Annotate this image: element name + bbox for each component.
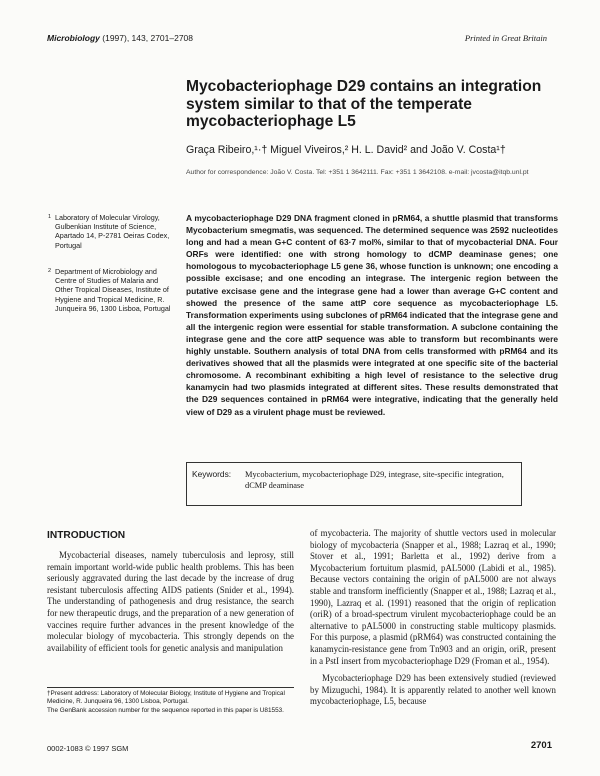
author-list: Graça Ribeiro,¹·† Miguel Viveiros,² H. L. David² and João V. Costa¹† — [186, 144, 506, 156]
footnote-divider — [47, 687, 294, 688]
page-number: 2701 — [530, 740, 552, 751]
article-title: Mycobacteriophage D29 contains an integration system similar to that of the temperate mycobacteriophage L5 — [186, 78, 542, 130]
body-column-left — [47, 550, 294, 654]
affiliation-2 — [48, 267, 175, 313]
journal-name: Microbiology — [47, 33, 100, 43]
running-header-citation — [47, 33, 193, 43]
keywords-box — [186, 462, 522, 506]
citation: (1997), 143, 2701–2708 — [102, 33, 194, 43]
printed-in-note: Printed in Great Britain — [464, 33, 547, 43]
section-heading: INTRODUCTION — [47, 530, 126, 541]
affiliation-mark: 1 — [48, 214, 52, 220]
affiliation-text: Department of Microbiology and Centre of Studies of Malaria and Other Tropical Diseases, Institute of Hygiene and Tropical Medicine, R. Junqueira 96, 1300 Lisboa, Portugal — [55, 267, 171, 313]
footnote-accession: The GenBank accession number for the sequence reported in this paper is U81553. — [47, 707, 284, 715]
correspondence-note: Author for correspondence: João V. Costa. Tel: +351 1 3642111. Fax: +351 1 3642108. e-mail: jvcosta@itqb.unl.pt — [186, 169, 529, 176]
body-paragraph: Mycobacterial diseases, namely tuberculosis and leprosy, still remain important world-wide public health problems. This has been seriously aggravated during the last decade by the increase of drug resistant tuberculosis affecting AIDS patients (Snider et al., 1994). The understanding of pathogenesis and drug resistance, the search for new therapeutic drugs, and the preparation of a new generation of vaccines require further advances in the present knowledge of the molecular biology of mycobacteria. This strongly depends on the availability of efficient tools for genetic analysis and manipulation — [47, 550, 294, 653]
affiliation-text: Laboratory of Molecular Virology, Gulbenkian Institute of Science, Apartado 14, P-2781 Oeiras Codex, Portugal — [55, 213, 170, 250]
footnote-present-address: †Present address: Laboratory of Molecular Biology, Institute of Hygiene and Tropical Medicine, R. Junqueira 96, 1300 Lisboa, Portugal. — [47, 690, 285, 706]
body-paragraph: of mycobacteria. The majority of shuttle vectors used in molecular biology of mycobacteria (Snapper et al., 1988; Lazraq et al., 1990; Stover et al., 1991; Barletta et al., 1992) derive from a Mycobacterium fortuitum plasmid, pAL5000 (Labidi et al., 1985). Because vectors containing the origin of pAL5000 are not always stable and transform inefficiently (Snapper et al., 1988; Lazraq et al., 1990), Lazraq et al. (1991) reasoned that the origin of replication (oriR) of a broad-spectrum virulent mycobacteriophage could be an alternative to pAL5000 in constructing stable multicopy plasmids. For this purpose, a plasmid (pRM64) was constructed containing the kanamycin-resistance gene from Tn903 and an origin, oriR, present in a PstI insert from mycobacteriophage D29 (Froman et al., 1954). — [310, 528, 556, 666]
keywords-text: Mycobacterium, mycobacteriophage D29, integrase, site-specific integration, dCMP deaminase — [245, 470, 504, 490]
abstract: A mycobacteriophage D29 DNA fragment cloned in pRM64, a shuttle plasmid that transforms Mycobacterium smegmatis, was sequenced. The determined sequence was 2592 nucleotides long and had a mean G+C content of 63·7 mol%, similar to that of mycobacterial DNA. Four ORFs were identified: one with strong homology to dCMP deaminase genes; one homologous to mycobacteriophage L5 gene 36, whose function is unknown; one encoding a possible excisase; and one encoding an integrase. The intergenic region between the putative excisase gene and the integrase gene had a lower than average G+C content and showed the presence of the same attP core sequence as mycobacteriophage L5. Transformation experiments using subclones of pRM64 indicated that the integrase gene and all the intergenic region were essential for stable transformation. A subclone containing the integrase gene and the core attP sequence was able to transform but recombinants were highly unstable. Southern analysis of total DNA from cells transformed with pRM64 and its derivatives showed that all the plasmids were integrated at one specific site of the bacterial chromosome. A recombinant exhibiting a high level of resistance to the selective drug kanamycin had two plasmids integrated at different sites. These results demonstrated that the D29 sequences contained in pRM64 were integrative, indicating that the generally held view of D29 as a virulent phage must be reviewed. — [186, 213, 558, 417]
footnotes — [47, 690, 294, 717]
body-paragraph: Mycobacteriophage D29 has been extensively studied (reviewed by Mizuguchi, 1984). It is apparently related to another well known mycobacteriophage, L5, because — [310, 673, 556, 707]
affiliation-mark: 2 — [48, 268, 52, 274]
keywords-label: Keywords: — [192, 469, 232, 479]
copyright-code: 0002-1083 © 1997 SGM — [47, 744, 129, 753]
affiliation-1 — [48, 213, 175, 250]
body-column-right — [310, 528, 556, 714]
